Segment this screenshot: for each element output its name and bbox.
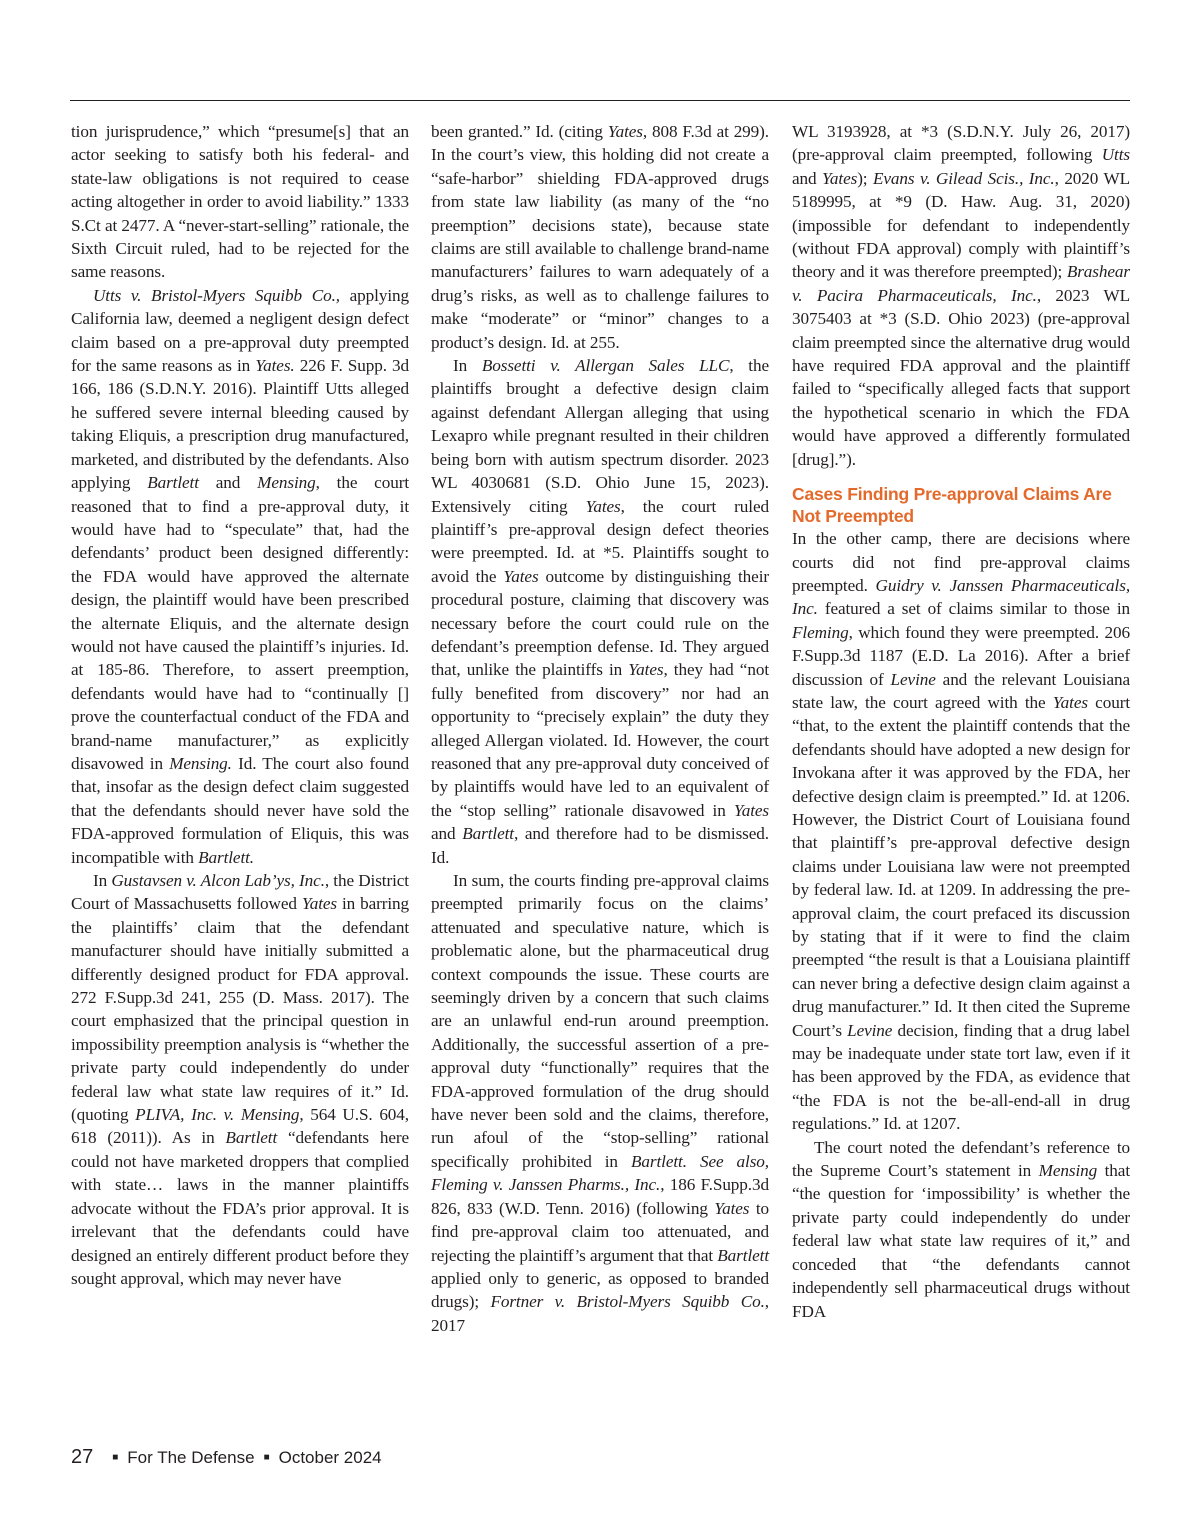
publication-name: For The Defense (127, 1448, 255, 1467)
page-footer (71, 1446, 382, 1469)
column-2 (431, 120, 769, 1337)
separator-icon: ■ (112, 1452, 119, 1463)
paragraph: In Gustavsen v. Alcon Lab’ys, Inc., the District Court of Massachusetts followed Yates in barring the plaintiffs’ claim that the defendant manufacturer should have initially submitted a differently designed product for FDA approval. 272 F.Supp.3d 241, 255 (D. Mass. 2017). The court emphasized that the principal question in impossibility preemption analysis is “whether the private party could independently do under federal law what state law requires of it.” Id. (quoting PLIVA, Inc. v. Mensing, 564 U.S. 604, 618 (2011)). As in Bartlett “defendants here could not have marketed droppers that complied with state… laws in the manner plaintiffs advocate without the FDA’s prior approval. It is irrelevant that the defendants could have designed an entirely different product before they sought approval, which may never have (71, 871, 410, 1288)
separator-icon: ■ (263, 1452, 270, 1463)
paragraph: tion jurisprudence,” which “presume[s] that an actor seeking to satisfy both his federal- and state-law obligations is not required to cease acting altogether in order to avoid liability.” 1333 S.Ct at 2477. A “never-start-selling” rationale, the Sixth Circuit ruled, had to be rejected for the same reasons. (71, 122, 409, 282)
issue-date: October 2024 (278, 1448, 382, 1467)
paragraph: The court noted the defendant’s reference to the Supreme Court’s statement in Mensing that “the question for ‘impossibility’ is whether the private party could independently do under federal law what state law requires of it,” and conceded that “the defendants cannot independently sell pharmaceutical drugs without FDA (792, 1137, 1130, 1321)
paragraph: been granted.” Id. (citing Yates, 808 F.3d at 299). In the court’s view, this holding did not create a “safe-harbor” shielding FDA-approved drugs from state law liability (as many of the “no preemption” decisions state), because state claims are still available to challenge brand-name manufacturers’ failures to warn adequately of a drug’s risks, as well as to challenge failures to make “moderate” or “minor” changes to a product’s design. Id. at 255. (431, 122, 769, 352)
paragraph: In the other camp, there are decisions where courts did not find pre-approval claims preempted. Guidry v. Janssen Pharmaceuticals, Inc. featured a set of claims similar to those in Fleming, which found they were preempted. 206 F.Supp.3d 1187 (E.D. La 2016). After a brief discussion of Levine and the relevant Louisiana state law, the court agreed with the Yates court “that, to the extent the plaintiff contends that the defendants should have adopted a new design for Invokana after it was approved by the FDA, her defective design claim is preempted.” Id. at 1206. However, the District Court of Louisiana found that plaintiff’s pre-approval defective design claims under Louisiana law were not preempted by federal law. Id. at 1209. In addressing the pre-approval claim, the court prefaced its discussion by stating that if it were to find the claim preempted “the result is that a Louisiana plaintiff can never bring a defective design claim against a drug manufacturer.” Id. It then cited the Supreme Court’s Levine decision, finding that a drug label may be inadequate under state tort law, even if it has been approved by the FDA, as evidence that “the FDA is not the be-all-end-all in drug regulations.” Id. at 1207. (792, 529, 1131, 1134)
paragraph: Utts v. Bristol-Myers Squibb Co., applying California law, deemed a negligent design defect claim based on a pre-approval duty preempted for the same reasons as in Yates. 226 F. Supp. 3d 166, 186 (S.D.N.Y. 2016). Plaintiff Utts alleged he suffered severe internal bleeding caused by taking Eliquis, a prescription drug manufactured, marketed, and distributed by the defendants. Also applying Bartlett and Mensing, the court reasoned that to find a pre-approval duty, it would have had to “speculate” that, had the defendants’ product been designed differently: the FDA would have approved the alternate design, the plaintiff would have been prescribed the alternate Eliquis, and the alternate design would not have caused the plaintiff’s injuries. Id. at 185-86. Therefore, to assert preemption, defendants would have had to “continually [] prove the counterfactual conduct of the FDA and brand-name manufacturer,” as explicitly disavowed in Mensing. Id. The court also found that, insofar as the design defect claim suggested that the defendants should never have sold the FDA-approved formulation of Eliquis, this was incompatible with Bartlett. (71, 285, 410, 867)
page-number: 27 (71, 1446, 94, 1468)
section-heading: Cases Finding Pre-approval Claims Are Not Preempted (792, 484, 1112, 527)
column-1 (71, 120, 409, 1290)
column-3 (792, 120, 1130, 1323)
paragraph: WL 3193928, at *3 (S.D.N.Y. July 26, 2017) (pre-approval claim preempted, following Utts and Yates); Evans v. Gilead Scis., Inc., 2020 WL 5189995, at *9 (D. Haw. Aug. 31, 2020) (impossible for defendant to independently (without FDA approval) comply with plaintiff’s theory and it was therefore preempted); Brashear v. Pacira Pharmaceuticals, Inc., 2023 WL 3075403 at *3 (S.D. Ohio 2023) (pre-approval claim preempted since the alternative drug would have required FDA approval and the plaintiff failed to “specifically alleged facts that support the hypothetical scenario in which the FDA would have approved a differently formulated [drug].”). (792, 122, 1130, 469)
paragraph: In Bossetti v. Allergan Sales LLC, the plaintiffs brought a defective design claim against defendant Allergan alleging that using Lexapro while pregnant resulted in their children being born with autism spectrum disorder. 2023 WL 4030681 (S.D. Ohio June 15, 2023). Extensively citing Yates, the court ruled plaintiff’s pre-approval design defect theories were preempted. Id. at *5. Plaintiffs sought to avoid the Yates outcome by distinguishing their procedural posture, claiming that discovery was necessary before the court could rule on the defendant’s preemption defense. Id. They argued that, unlike the plaintiffs in Yates, they had “not fully benefited from discovery” nor had an opportunity to “precisely explain” the duty they alleged Allergan violated. Id. However, the court reasoned that any pre-approval duty conceived of by plaintiffs would have led to an equivalent of the “stop selling” rationale disavowed in Yates and Bartlett, and therefore had to be dismissed. Id. (431, 356, 769, 867)
header-rule (70, 100, 1130, 101)
paragraph: In sum, the courts finding pre-approval claims preempted primarily focus on the claims’ attenuated and speculative nature, which is problematic alone, but the pharmaceutical drug context compounds the issue. These courts are seemingly driven by a concern that such claims are an unlawful end-run around preemption. Additionally, the successful assertion of a pre-approval duty “functionally” requires that the FDA-approved formulation of the drug should have never been sold and the claims, therefore, run afoul of the “stop-selling” rational specifically prohibited in Bartlett. See also, Fleming v. Janssen Pharms., Inc., 186 F.Supp.3d 826, 833 (W.D. Tenn. 2016) (following Yates to find pre-approval claim too attenuated, and rejecting the plaintiff’s argument that that Bartlett applied only to generic, as opposed to branded drugs); Fortner v. Bristol-Myers Squibb Co., 2017 (431, 871, 769, 1335)
